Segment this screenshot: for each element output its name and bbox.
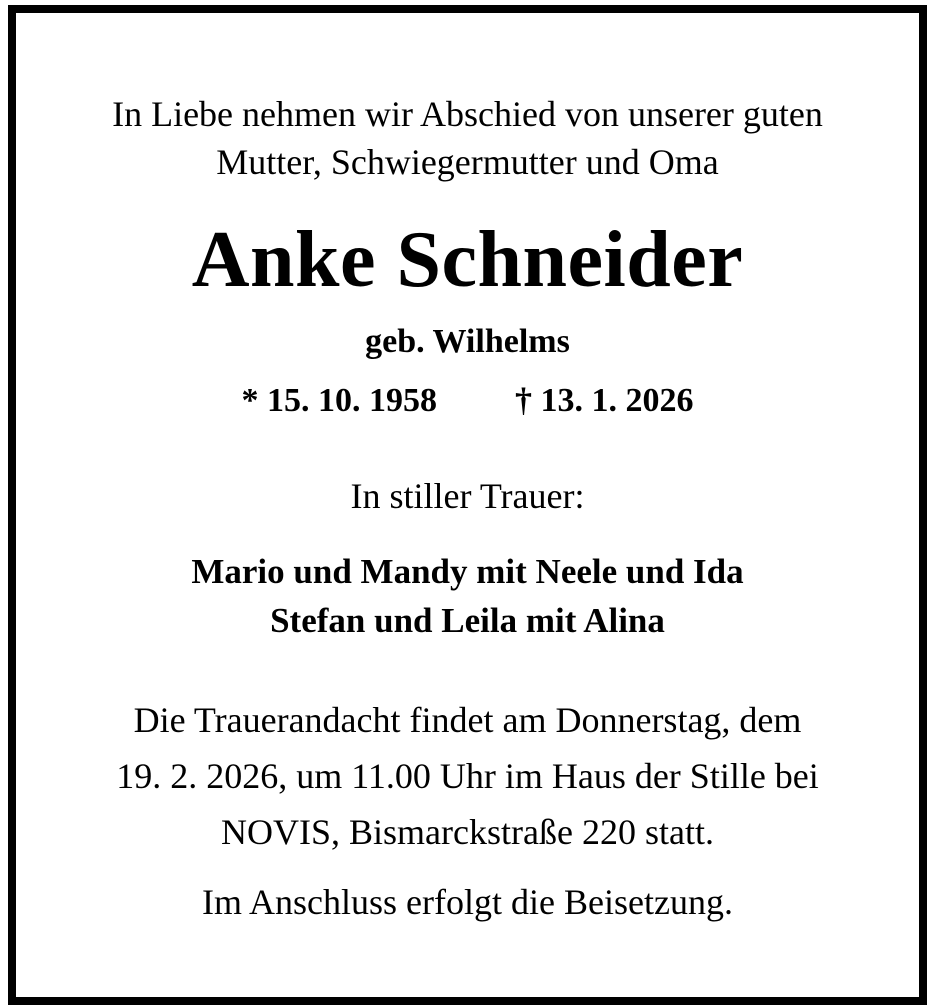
birth-date: * 15. 10. 1958 bbox=[241, 382, 437, 419]
obituary-frame bbox=[8, 5, 927, 1005]
service-line-2: 19. 2. 2026, um 11.00 Uhr im Haus der Stille bei bbox=[116, 756, 819, 796]
death-date: † 13. 1. 2026 bbox=[515, 382, 694, 419]
maiden-name: geb. Wilhelms bbox=[365, 323, 570, 360]
burial-line: Im Anschluss erfolgt die Beisetzung. bbox=[202, 882, 733, 922]
intro-line-1: In Liebe nehmen wir Abschied von unserer guten bbox=[112, 94, 823, 134]
mourning-heading: In stiller Trauer: bbox=[350, 476, 585, 516]
deceased-name: Anke Schneider bbox=[191, 216, 744, 304]
family-line-2: Stefan und Leila mit Alina bbox=[270, 601, 665, 640]
intro-line-2: Mutter, Schwiegermutter und Oma bbox=[216, 142, 719, 182]
service-line-3: NOVIS, Bismarckstraße 220 statt. bbox=[221, 812, 714, 852]
life-dates bbox=[16, 384, 919, 418]
service-line-1: Die Trauerandacht findet am Donnerstag, dem bbox=[133, 700, 802, 740]
family-line-1: Mario und Mandy mit Neele und Ida bbox=[191, 552, 744, 591]
